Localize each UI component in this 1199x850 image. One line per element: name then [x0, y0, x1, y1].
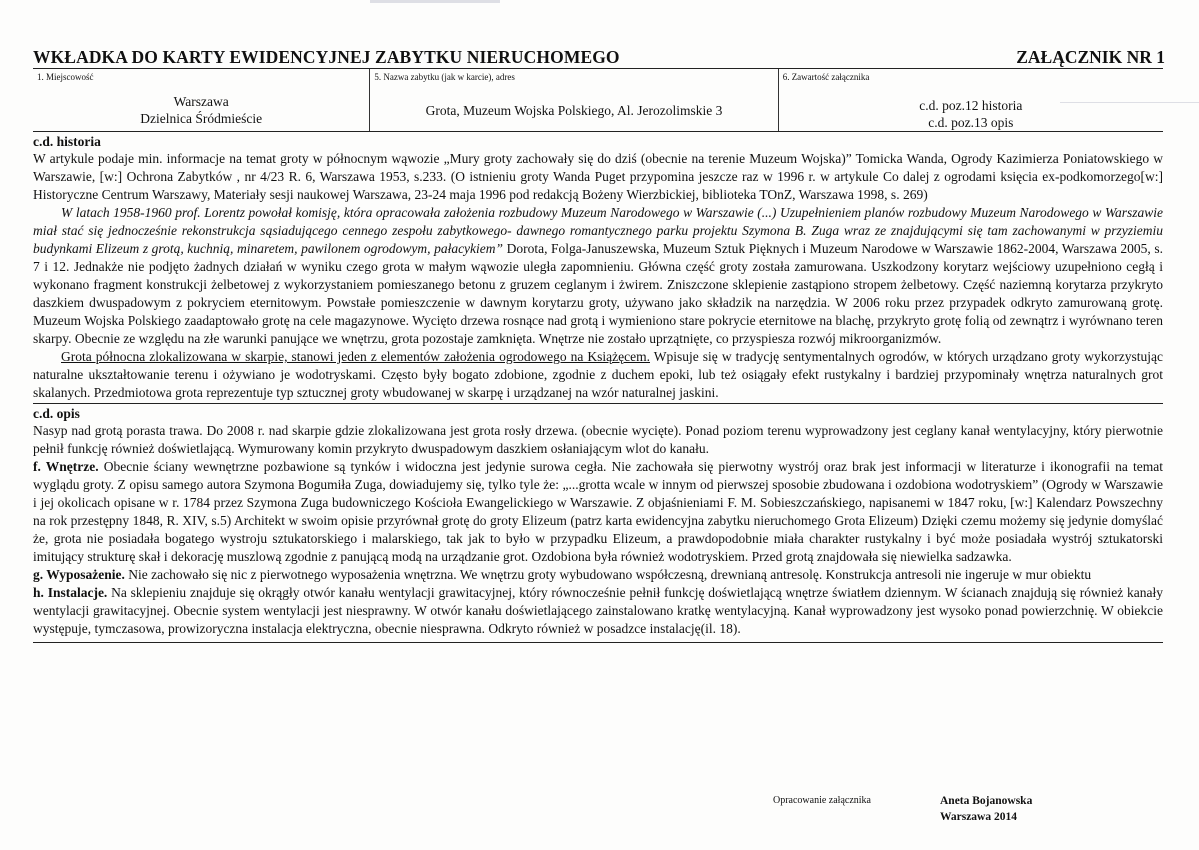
content-description: c.d. poz.13 opis [928, 115, 1014, 130]
interior-text: Obecnie ściany wewnętrzne pozbawione są tynków i widoczna jest jedynie surowa cegła. Nie zachowała się pierwotny wystrój oraz brak jest informacji w literaturze i ikonografii na temat wyglądu groty. Z opisu samego autora Szymona Bogumiła Zuga, dowiadujemy się, tylko tyle że: „...grotta wcale w innym od pierwszej sposobie zbudowana i ozdobiona wodotryskiem” (Ogrody w Warszawie i jej okolicach opisane w r. 1784 przez Szymona Zuga budowniczego Kościoła Ewangelickiego w Warszawie. Z objaśnieniami F. M. Sobieszczańskiego, napisanemi w 1847 roku, [w:] Kalendarz Powszechny na rok przestępny 1848, R. XIV, s.5) Architekt w swoim opisie przyrównał grotę do groty Elizeum (patrz karta ewidencyjna zabytku nieruchomego Grota Elizeum) Dzięki czemu możemy się jedynie domyślać że, grota nie posiadała bogatego wystroju sztukatorskiego i malarskiego, tak jak to było w przypadku Elizeum, a prawdopodobnie miała charakter rustykalny i być może posiadała wystrój sztukatorski imitujący strukturę skał i dekorację muszlową zgodnie z panującą modą na urządzanie grot. Ozdobiona była również wodotryskiem. Przed grotą znajdowała się niewielka sadzawka. [33, 459, 1163, 564]
description-equipment [33, 566, 1163, 584]
history-heading: c.d. historia [33, 134, 101, 149]
field-monument-name-label: 5. Nazwa zabytku (jak w karcie), adres [374, 72, 515, 82]
history-paragraph-3-text: Wpisuje się w tradycję sentymentalnych ogrodów, w których urządzano groty wykorzystując naturalne ukształtowanie terenu i ożywiano je wodotryskami. Często były bogato zdobione, zgodnie z duchem epoki, lub też osiągały efekt rustykalny i bardziej przypominały wnętrza naturalnych grot skalanych. Przedmiotowa grota reprezentuje typ sztucznej groty wbudowanej w skarpę i urządzanej na wzór naturalnej jaskini. [33, 349, 1163, 400]
field-annex-content [778, 69, 1163, 131]
author-name: Aneta Bojanowska [940, 795, 1033, 807]
document-header [33, 44, 1163, 68]
content-history: c.d. poz.12 historia [919, 98, 1023, 113]
history-paragraph-1: W artykule podaje min. informacje na temat groty w północnym wąwozie „Mury groty zachowały się do dziś (obecnie na terenie Muzeum Wojska)” Tomicka Wanda, Ogrody Kazimierza Poniatowskiego w Warszawie, [w:] Ochrona Zabytków , nr 4/23 R. 6, Warszawa 1953, s.233. (O istnieniu groty Wanda Puget przypomina jeszcze raz w 1996 r. w artykule Co dalej z ogrodami księcia ex-podkomorzego[w:] Historyczne Centrum Warszawy, Materiały sesji naukowej Warszawa, 23-24 maja 1996 pod redakcją Bożeny Wierzbickiej, biblioteka TOnZ, Warszawa 1998, s. 269) [33, 151, 1163, 202]
description-paragraph-1: Nasyp nad grotą porasta trawa. Do 2008 r. nad skarpie gdzie zlokalizowana jest grota rosły drzewa. (obecnie wycięte). Ponad poziom terenu wyprowadzony jest ceglany kanał wentylacyjny, który pierwotnie pełnił funkcję również doświetlającą. Wymurowany komin przykryto dwuspadowym daszkiem osłaniającym wlot do kanału. [33, 423, 1163, 456]
interior-label: f. Wnętrze. [33, 459, 99, 474]
field-locality [33, 69, 369, 131]
field-annex-content-label: 6. Zawartość załącznika [782, 72, 870, 82]
field-locality-value [33, 93, 369, 127]
document-footer [0, 790, 1199, 830]
field-locality-label: 1. Miejscowość [37, 72, 94, 82]
field-annex-content-value [779, 97, 1163, 131]
document-page [33, 44, 1163, 643]
scan-artifact [370, 0, 500, 3]
locality-district: Dzielnica Śródmieście [140, 111, 263, 126]
history-paragraph-3 [33, 348, 1163, 402]
installations-label: h. Instalacje. [33, 585, 108, 600]
description-interior [33, 458, 1163, 566]
author-block [940, 793, 1032, 825]
prepared-by-label: Opracowanie załącznika [773, 795, 871, 806]
description-heading: c.d. opis [33, 406, 80, 421]
bottom-rule [33, 642, 1163, 643]
annex-number: ZAŁĄCZNIK NR 1 [1016, 47, 1165, 67]
history-paragraph-2 [33, 204, 1163, 348]
description-installations [33, 584, 1163, 638]
locality-city: Warszawa [173, 94, 229, 109]
history-quote: W latach 1958-1960 prof. Lorentz powołał komisję, która opracowała założenia rozbudowy Muzeum Narodowego w Warszawie (...) Uzupełnieniem planów rozbudowy Muzeum Narodowego w Warszawie miał stać się jednocześnie rekonstrukcja sąsiadującego cennego zespołu zabytkowego- dawnego romantycznego parku projektu Szymona B. Zuga wraz ze znajdującymi się tam zachowanymi w przyziemiu budynkami Elizeum z grotą, kuchnią, minaretem, pawilonem ogrodowym, pałacykiem” [33, 205, 1163, 256]
history-underlined-statement: Grota północna zlokalizowana w skarpie, stanowi jeden z elementów założenia ogrodowego na Książęcem. [61, 349, 650, 364]
place-and-year: Warszawa 2014 [940, 811, 1017, 823]
field-monument-name [369, 69, 777, 131]
section-history [33, 132, 1163, 402]
equipment-text: Nie zachowało się nic z pierwotnego wyposażenia wnętrzna. We wnętrzu groty wybudowano współczesną, drewnianą antresolę. Konstrukcja antresoli nie ingeruje w mur obiektu [124, 567, 1092, 582]
section-description [33, 404, 1163, 638]
installations-text: Na sklepieniu znajduje się okrągły otwór kanału wentylacji grawitacyjnej, który równocześnie pełnił funkcję doświetlającą wnętrze światłem dziennym. W ścianach znajdują się również kanały wentylacji grawitacyjnej. Obecnie system wentylacji jest niesprawny. W otwór kanału doświetlającego zainstalowano kratkę wentylacyjną. Kanał wyprowadzony jest wysoko ponad powierzchnię. W obiekcie występuje, tymczasowa, prowizoryczna instalacja elektryczna, obecnie niesprawna. Odkryto również w posadzce instalację(il. 18). [33, 585, 1163, 636]
field-monument-name-value: Grota, Muzeum Wojska Polskiego, Al. Jerozolimskie 3 [425, 103, 723, 118]
document-title: WKŁADKA DO KARTY EWIDENCYJNEJ ZABYTKU NIERUCHOMEGO [33, 47, 620, 67]
history-paragraph-2-text: Dorota, Folga-Januszewska, Muzeum Sztuk Pięknych i Muzeum Narodowe w Warszawie 1862-2004, Warszawa 2005, s. 7 i 12. Jednakże nie podjęto żadnych działań w wyniku czego grota w małym wąwozie uległa zapomnieniu. Główna część groty została zamurowana. Uszkodzony korytarz wejściowy uzupełniono cegłą i wykonano fragment konstrukcji żelbetowej z wykorzystaniem pomieszanego betonu z gruzem ceglanym i żwirem. Zniszczone sklepienie zastąpiono stropem żelbetowy. Część naziemną korytarza przykryto daszkiem dwuspadowym z pokryciem eternitowym. Powstałe pomieszczenie w dawnym korytarzu groty, używano jako składzik na narzędzia. W 2006 roku przez przypadek odkryto zamurowaną grotę. Muzeum Wojska Polskiego zaadaptowało grotę na cele magazynowe. Wycięto drzewa rosnące nad grotą i wymieniono stare pokrycie eternitowe na blachę, przykryto grotę folią od zewnątrz i wyrównano teren skarpy. Obecnie ze względu na złe warunki panujące we wnętrzu, grota pozostaje zamknięta. Wnętrze nie zostało uprzątnięte, co przyspiesza rozwój mikroorganizmów. [33, 241, 1163, 346]
equipment-label: g. Wyposażenie. [33, 567, 125, 582]
header-fields [33, 69, 1163, 132]
